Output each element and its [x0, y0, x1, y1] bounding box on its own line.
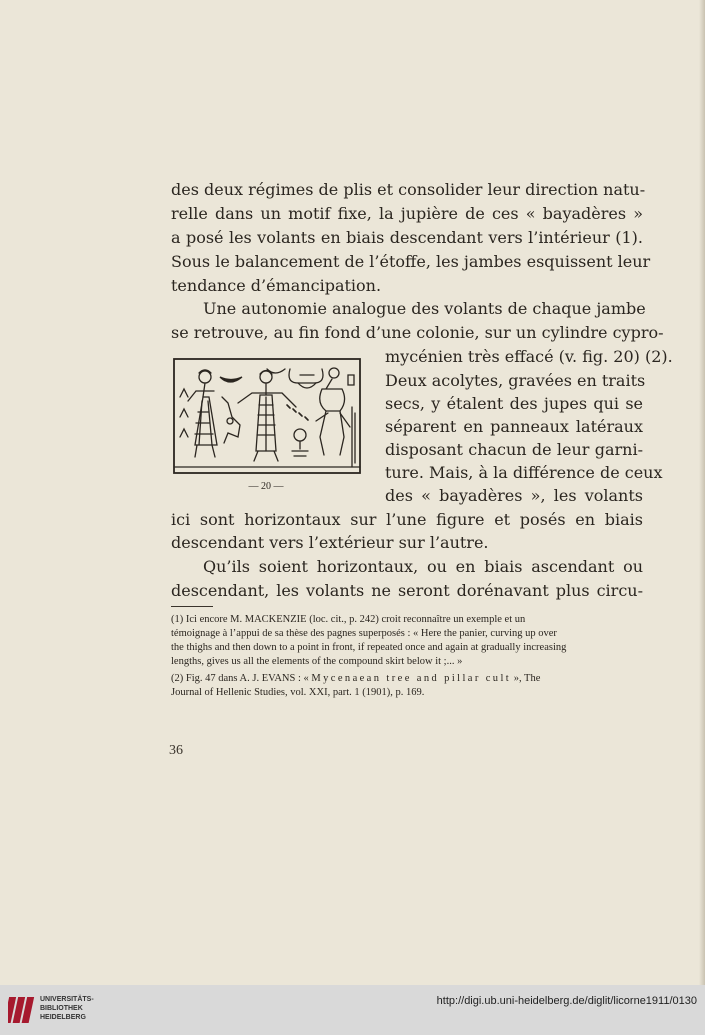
logo-line-1: UNIVERSITÄTS- [40, 996, 94, 1003]
footnote-rule [171, 606, 213, 607]
body-line-9: Deux acolytes, gravées en traits [385, 371, 646, 390]
body-line-1: des deux régimes de plis et consolider leur direction natu- [171, 180, 646, 199]
body-line-8: mycénien très effacé (v. fig. 20) (2). [385, 347, 673, 366]
body-line-3: a posé les volants en biais descendant vers l’intérieur (1). [171, 228, 643, 247]
body-line-4: Sous le balancement de l’étoffe, les jambes esquissent leur [171, 252, 651, 271]
footnote-2-prefix: (2) Fig. 47 dans A. J. EVANS : « [171, 673, 309, 684]
body-line-7: se retrouve, au fin fond d’une colonie, sur un cylindre cypro- [171, 323, 664, 342]
footnote-2-suffix: », The [513, 673, 541, 684]
logo-text [40, 995, 120, 1022]
body-line-2: relle dans un motif fixe, la jupière de ces « bayadères » [171, 204, 643, 223]
body-line-16: descendant vers l’extérieur sur l’autre. [171, 533, 489, 552]
footnote-2-spaced-title: Mycenaean tree and pillar cult [311, 673, 512, 684]
footnote-1-line-1: (1) Ici encore M. MACKENZIE (loc. cit., p. 242) croit reconnaître un exemple et un [171, 614, 526, 625]
body-line-18: descendant, les volants ne seront dorénavant plus circu- [171, 581, 643, 600]
footnote-1-line-4: lengths, gives us all the elements of the compound skirt below it ;... » [171, 656, 463, 667]
university-library-logo-icon [8, 993, 38, 1027]
body-line-15: ici sont horizontaux sur l’une figure et posés en biais [171, 510, 643, 529]
body-line-13: ture. Mais, à la différence de ceux [385, 463, 663, 482]
cylinder-seal-figure [172, 357, 362, 475]
body-line-6: Une autonomie analogue des volants de chaque jambe [203, 299, 646, 318]
footnote-2-line-2: Journal of Hellenic Studies, vol. XXI, part. 1 (1901), p. 169. [171, 687, 425, 698]
footnote-1-line-2: témoignage à l’appui de sa thèse des pagnes superposés : « Here the panier, curving up over [171, 628, 557, 639]
body-line-10: secs, y étalent des jupes qui se [385, 394, 643, 413]
page-number: 36 [169, 743, 183, 758]
body-line-12: disposant chacun de leur garni- [385, 440, 643, 459]
footnote-2-line-1 [171, 672, 643, 686]
body-line-11: séparent en panneaux latéraux [385, 417, 643, 436]
figure-caption: — 20 — [248, 481, 284, 492]
footnote-1-line-3: the thighs and then down to a point in front, if repeated once and again at gradually increasing [171, 642, 567, 653]
page-edge-shadow [699, 0, 705, 985]
logo-line-3: HEIDELBERG [40, 1014, 86, 1021]
body-line-5: tendance d’émancipation. [171, 276, 382, 295]
logo-line-2: BIBLIOTHEK [40, 1005, 83, 1012]
source-url-link[interactable]: http://digi.ub.uni-heidelberg.de/diglit/licorne1911/0130 [436, 995, 697, 1007]
body-line-17: Qu’ils soient horizontaux, ou en biais ascendant ou [203, 557, 643, 576]
body-line-14: des « bayadères », les volants [385, 486, 643, 505]
